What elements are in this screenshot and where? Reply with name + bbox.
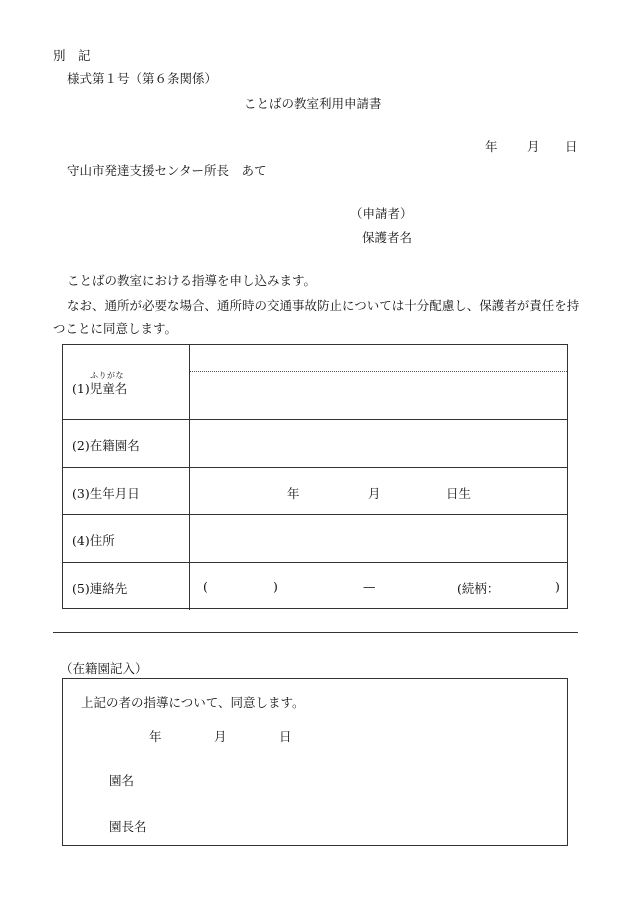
addressee: 守山市発達支援センター所長 あて	[67, 163, 267, 178]
table-row-address	[63, 514, 567, 563]
school-entry-label: （在籍園記入）	[60, 661, 148, 676]
attachment-note: 別 記	[53, 48, 91, 63]
relation-paren-close: )	[555, 579, 560, 594]
date-month: 月	[527, 139, 540, 154]
child-name-label: (1)児童名	[72, 381, 128, 396]
date-day: 日	[565, 139, 578, 154]
school-date-day: 日	[279, 729, 292, 744]
contact-dash: —	[363, 579, 376, 594]
school-name-label: 園名	[109, 773, 135, 788]
document-title: ことばの教室利用申請書	[244, 96, 382, 111]
relation-label: (続柄：	[457, 581, 500, 596]
birthdate-label: (3)生年月日	[72, 486, 140, 501]
section-divider	[53, 632, 578, 633]
table-row-child-name	[63, 345, 567, 419]
table-row-contact	[63, 562, 567, 610]
contact-paren-close: )	[273, 579, 278, 594]
form-number: 様式第１号（第６条関係）	[67, 71, 218, 86]
school-date-month: 月	[214, 729, 227, 744]
school-consent-box	[62, 678, 568, 846]
application-table	[62, 344, 568, 609]
school-consent-text: 上記の者の指導について、同意します。	[81, 695, 305, 710]
school-date-year: 年	[149, 729, 162, 744]
table-row-school	[63, 419, 567, 468]
contact-paren-open: (	[203, 579, 208, 594]
birth-day-label: 日生	[446, 486, 472, 501]
application-statement: ことばの教室における指導を申し込みます。	[67, 273, 317, 288]
furigana-divider	[190, 371, 567, 372]
contact-label: (5)連絡先	[72, 581, 128, 596]
principal-name-label: 園長名	[109, 819, 147, 834]
guardian-name-label: 保護者名	[362, 230, 413, 245]
furigana-label: ふりがな	[90, 371, 124, 380]
table-row-birthdate	[63, 467, 567, 515]
birth-month-label: 月	[368, 486, 381, 501]
consent-statement: なお、通所が必要な場合、通所時の交通事故防止については十分配慮し、保護者が責任を持つことに同意します。	[53, 298, 580, 336]
school-label: (2)在籍園名	[72, 438, 140, 453]
applicant-label: （申請者）	[350, 206, 413, 221]
birth-year-label: 年	[287, 486, 300, 501]
date-year: 年	[485, 139, 498, 154]
address-label: (4)住所	[72, 533, 115, 548]
